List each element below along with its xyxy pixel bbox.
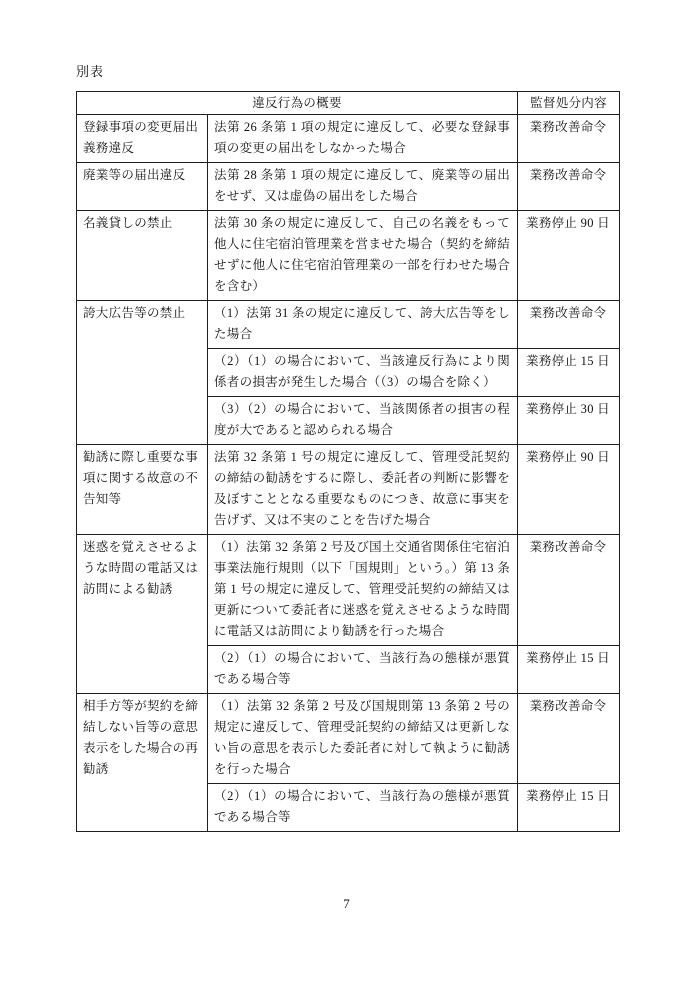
detail-cell: 法第 32 条第 1 号の規定に違反して、管理受託契約の締結の勧誘をするに際し、委託者の判断に影響を及ぼすこととなる重要なものにつき、故意に事実を告げず、又は不実のことを告げた場合	[208, 445, 518, 535]
detail-cell: 法第 28 条第 1 項の規定に違反して、廃業等の届出をせず、又は虚偽の届出をした場合	[208, 163, 518, 211]
disposition-cell: 業務改善命令	[518, 301, 620, 349]
table-row	[77, 115, 620, 163]
category-cell: 誇大広告等の禁止	[77, 301, 208, 445]
detail-cell: （1）法第 31 条の規定に違反して、誇大広告等をした場合	[208, 301, 518, 349]
header-violation-overview: 違反行為の概要	[77, 92, 518, 115]
detail-cell: （2）（1）の場合において、当該行為の態様が悪質である場合等	[208, 784, 518, 832]
table-row	[77, 211, 620, 301]
page-number: 7	[343, 896, 350, 911]
table-caption: 別表	[76, 64, 105, 79]
table-row	[77, 163, 620, 211]
detail-cell: 法第 26 条第 1 項の規定に違反して、必要な登録事項の変更の届出をしなかった場合	[208, 115, 518, 163]
category-cell: 名義貸しの禁止	[77, 211, 208, 301]
disposition-cell: 業務改善命令	[518, 535, 620, 646]
category-cell: 登録事項の変更届出義務違反	[77, 115, 208, 163]
detail-cell: （1）法第 32 条第 2 号及び国規則第 13 条第 2 号の規定に違反して、管理受託契約の締結又は更新しない旨の意思を表示した委託者に対して執ように勧誘を行った場合	[208, 694, 518, 784]
table-row	[77, 301, 620, 349]
detail-cell: （2）（1）の場合において、当該行為の態様が悪質である場合等	[208, 646, 518, 694]
detail-cell: （2）（1）の場合において、当該違反行為により関係者の損害が発生した場合（（3）の場合を除く）	[208, 349, 518, 397]
table-header-row	[77, 92, 620, 115]
disposition-cell: 業務停止 90 日	[518, 211, 620, 301]
category-cell: 相手方等が契約を締結しない旨等の意思表示をした場合の再勧誘	[77, 694, 208, 832]
detail-cell: （1）法第 32 条第 2 号及び国土交通省関係住宅宿泊事業法施行規則（以下「国規則」という。）第 13 条第 1 号の規定に違反して、管理受託契約の締結又は更新について委託者に迷惑を覚えさせるような時間に電話又は訪問により勧誘を行った場合	[208, 535, 518, 646]
violation-table	[76, 91, 620, 832]
detail-cell: （3）（2）の場合において、当該関係者の損害の程度が大であると認められる場合	[208, 397, 518, 445]
table-row	[77, 535, 620, 646]
disposition-cell: 業務停止 15 日	[518, 784, 620, 832]
disposition-cell: 業務改善命令	[518, 694, 620, 784]
category-cell: 勧誘に際し重要な事項に関する故意の不告知等	[77, 445, 208, 535]
detail-cell: 法第 30 条の規定に違反して、自己の名義をもって他人に住宅宿泊管理業を営ませた場合（契約を締結せずに他人に住宅宿泊管理業の一部を行わせた場合を含む）	[208, 211, 518, 301]
category-cell: 廃業等の届出違反	[77, 163, 208, 211]
table-row	[77, 694, 620, 784]
category-cell: 迷惑を覚えさせるような時間の電話又は訪問による勧誘	[77, 535, 208, 694]
disposition-cell: 業務停止 30 日	[518, 397, 620, 445]
disposition-cell: 業務停止 90 日	[518, 445, 620, 535]
disposition-cell: 業務停止 15 日	[518, 349, 620, 397]
disposition-cell: 業務停止 15 日	[518, 646, 620, 694]
table-row	[77, 445, 620, 535]
disposition-cell: 業務改善命令	[518, 163, 620, 211]
header-disposition: 監督処分内容	[518, 92, 620, 115]
disposition-cell: 業務改善命令	[518, 115, 620, 163]
